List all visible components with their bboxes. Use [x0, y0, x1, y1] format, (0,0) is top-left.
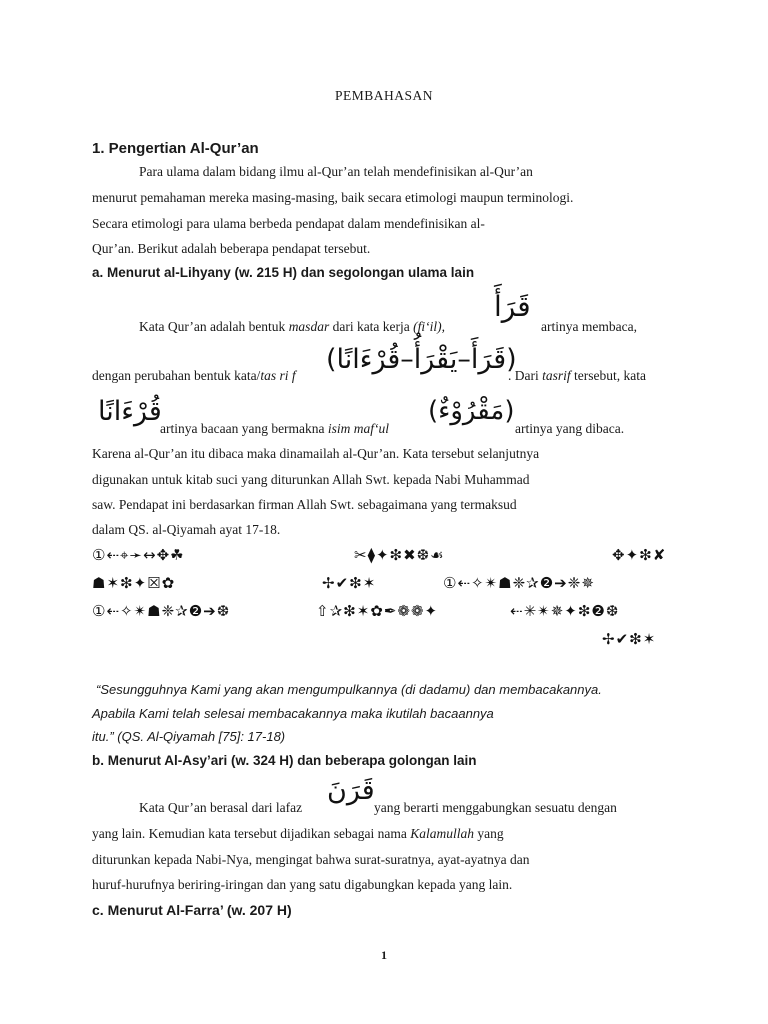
- paragraph-line: yang lain. Kemudian kata tersebut dijadikan sebagai nama Kalamullah yang: [92, 826, 504, 841]
- paragraph-line: Qur’an. Berikut adalah beberapa pendapat tersebut.: [92, 241, 371, 256]
- verse-glyphs: ✢✔❇✶: [602, 630, 657, 648]
- verse-translation: itu.” (QS. Al-Qiyamah [75]: 17-18): [92, 729, 286, 744]
- paragraph-line: saw. Pendapat ini berdasarkan firman Allah Swt. sebagaimana yang termaksud: [92, 497, 517, 512]
- verse-glyphs: ⇧✰❇✶✿✒❁❁✦: [316, 602, 439, 620]
- paragraph-line: dengan perubahan bentuk kata/tas ri f: [92, 368, 296, 383]
- paragraph-line: Para ulama dalam bidang ilmu al-Qur’an telah mendefinisikan al-Qur’an: [139, 164, 533, 179]
- verse-translation: “Sesungguhnya Kami yang akan mengumpulkannya (di dadamu) dan membacakannya.: [96, 682, 602, 697]
- page-number: 1: [381, 948, 387, 962]
- verse-glyphs: ✥✦❇✘: [612, 546, 667, 564]
- subheading-b: b. Menurut Al-Asy’ari (w. 324 H) dan beberapa golongan lain: [92, 753, 477, 768]
- paragraph-line: Kata Qur’an adalah bentuk masdar dari kata kerja (fi‘il),: [139, 319, 446, 334]
- paragraph-line: Kata Qur’an berasal dari lafaz: [139, 800, 303, 815]
- arabic-word-qarana: قَرَنَ: [327, 775, 375, 806]
- section-heading-1: 1. Pengertian Al-Qur’an: [92, 140, 259, 157]
- verse-glyphs: ☗✶❇✦☒✿: [92, 574, 176, 592]
- paragraph-line: artinya membaca,: [541, 319, 637, 334]
- subheading-c: c. Menurut Al-Farra’ (w. 207 H): [92, 902, 292, 918]
- verse-glyphs: ✂⧫✦❇✖❆☙: [354, 546, 445, 564]
- paragraph-line: Karena al-Qur’an itu dibaca maka dinamailah al-Qur’an. Kata tersebut selanjutnya: [92, 446, 540, 461]
- verse-glyphs: ⇠✳✴✵✦❇❷❆: [510, 602, 620, 620]
- paragraph-line: artinya bacaan yang bermakna isim maf‘ul: [160, 421, 390, 436]
- paragraph-line: diturunkan kepada Nabi-Nya, mengingat bahwa surat-suratnya, ayat-ayatnya dan: [92, 852, 530, 867]
- paragraph-line: artinya yang dibaca.: [515, 421, 625, 436]
- paragraph-line: Secara etimologi para ulama berbeda pendapat dalam mendefinisikan al-: [92, 216, 485, 231]
- paragraph-line: digunakan untuk kitab suci yang diturunkan Allah Swt. kepada Nabi Muhammad: [92, 472, 530, 487]
- subheading-a: a. Menurut al-Lihyany (w. 215 H) dan segolongan ulama lain: [92, 265, 475, 280]
- verse-glyphs: ✢✔❇✶: [322, 574, 377, 592]
- arabic-word-maqru: (مَقْرُوْءٌ): [428, 396, 515, 426]
- verse-glyphs: ①⇠✧✴☗❈✰❷➔❈✵: [443, 574, 595, 592]
- arabic-word-quranan: قُرْءَانًا: [98, 396, 162, 427]
- page-title: PEMBAHASAN: [334, 88, 434, 103]
- paragraph-line: dalam QS. al-Qiyamah ayat 17-18.: [92, 522, 281, 537]
- verse-translation: Apabila Kami telah selesai membacakannya maka ikutilah bacaannya: [92, 706, 494, 721]
- paragraph-line: huruf-hurufnya beriring-iringan dan yang satu digabungkan kepada yang lain.: [92, 877, 513, 892]
- paragraph-line: . Dari tasrif tersebut, kata: [508, 368, 646, 383]
- arabic-tasrif: (قَرَأَ–يَقْرَأُ–قُرْءَانًا): [326, 344, 517, 375]
- paragraph-line: menurut pemahaman mereka masing-masing, baik secara etimologi maupun terminologi.: [92, 190, 574, 205]
- verse-glyphs: ①⇠⌖➛↔✥☘: [92, 546, 185, 564]
- arabic-word-qaraa: قَرَأَ: [494, 290, 531, 323]
- paragraph-line: yang berarti menggabungkan sesuatu dengan: [374, 800, 617, 815]
- verse-glyphs: ①⇠✧✴☗❈✰❷➔❆: [92, 602, 231, 620]
